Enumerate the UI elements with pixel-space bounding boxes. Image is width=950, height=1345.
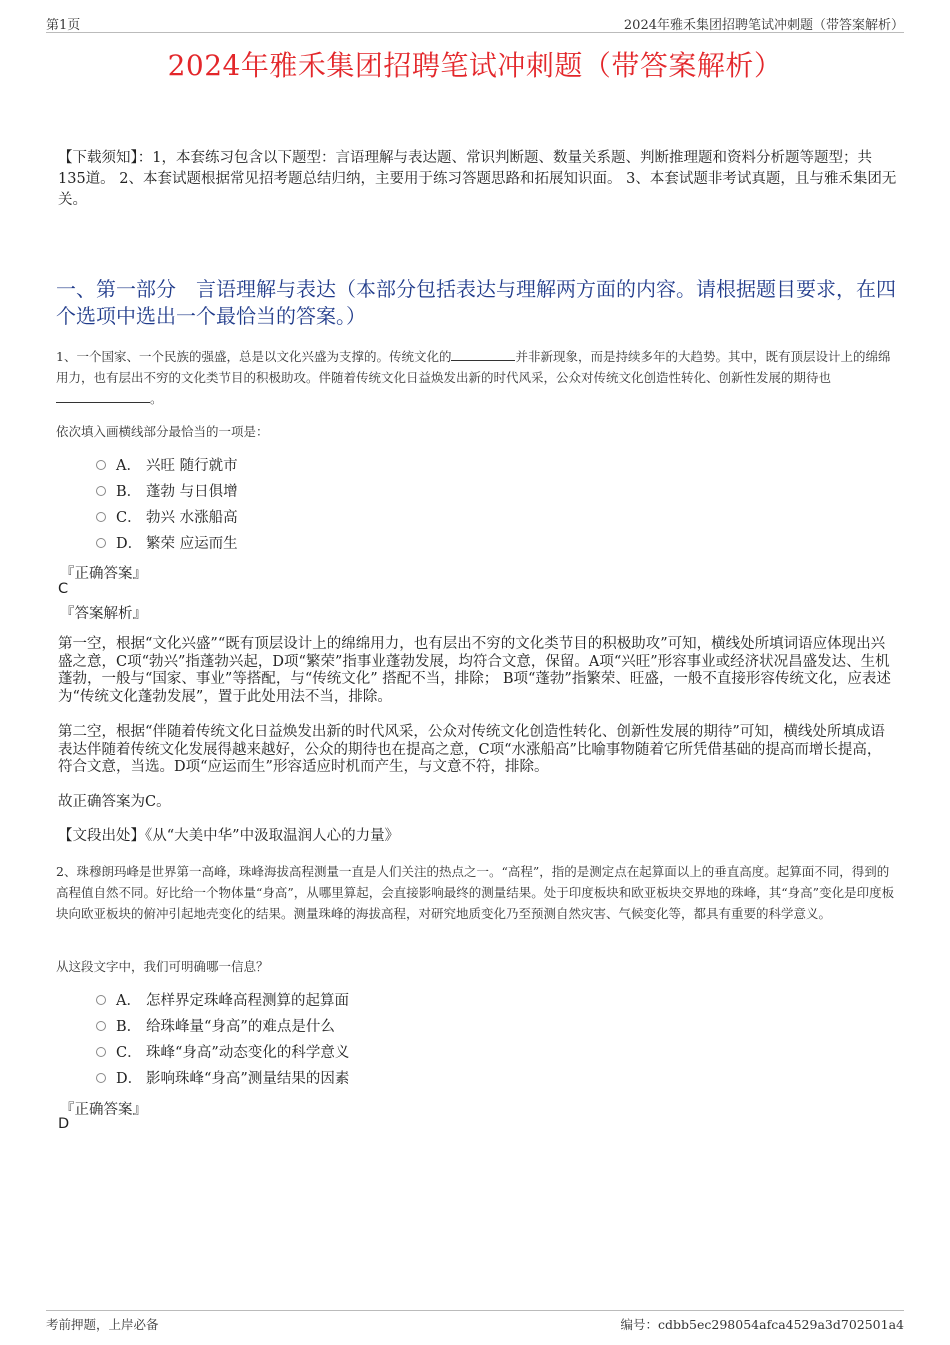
header-doc-title: 2024年雅禾集团招聘笔试冲刺题（带答案解析） (623, 18, 904, 33)
question-1-prompt: 依次填入画横线部分最恰当的一项是： (56, 424, 269, 439)
page-footer (46, 1310, 904, 1333)
radio-icon[interactable] (96, 512, 106, 522)
q1-analysis-2: 第二空，根据“伴随着传统文化日益焕发出新的时代风采，公众对传统文化创造性转化、创新性发展的期待”可知，横线处所填成语表达伴随着传统文化发展得越来越好，公众的期待也在提高之意，C项“水涨船高”比喻事物随着它所凭借基础的提高而增长提高，符合文意，当选。D项“应运而生”形容适应时机而产生，与文意不符，排除。 (58, 724, 885, 775)
document-title: 2024年雅禾集团招聘笔试冲刺题（带答案解析） (167, 49, 783, 82)
radio-icon[interactable] (96, 1047, 106, 1057)
radio-icon[interactable] (96, 1073, 106, 1083)
q2-option-a[interactable]: A． 怎样界定珠峰高程测算的起算面 (96, 991, 349, 1011)
q2-option-d[interactable]: D． 影响珠峰“身高”测量结果的因素 (96, 1069, 349, 1089)
fill-blank-1 (451, 347, 515, 361)
q1-analysis-1: 第一空，根据“文化兴盛”“既有顶层设计上的绵绵用力，也有层出不穷的文化类节目的积极助攻”可知，横线处所填词语应体现出兴盛之意，C项“勃兴”指蓬勃兴起，D项“繁荣”指事业蓬勃发展，均符合文意，保留。A项“兴旺”形容事业或经济状况昌盛发达、生机蓬勃，一般与“国家、事业”等搭配，与“传统文化” 搭配不当，排除； B项“蓬勃”指繁荣、旺盛，一般不直接形容传统文化，应表述为“传统文化蓬勃发展”，置于此处用法不当，排除。 (58, 636, 891, 705)
q1-option-a[interactable]: A． 兴旺 随行就市 (96, 456, 238, 476)
q2-answer: D (58, 1116, 70, 1132)
radio-icon[interactable] (96, 995, 106, 1005)
page-header (46, 14, 904, 33)
q1-option-d[interactable]: D． 繁荣 应运而生 (96, 534, 238, 554)
question-1-text-a: 1、一个国家、一个民族的强盛，总是以文化兴盛为支撑的。传统文化的 (56, 349, 452, 364)
q2-answer-label: 『正确答案』 (60, 1102, 147, 1118)
footer-slogan: 考前押题，上岸必备 (46, 1317, 159, 1332)
question-1-text-b: 并非新现象，而是持续多年的大趋势。其中，既有顶层设计上的绵绵用力，也有层出不穷的文化类节目的积极助攻。伴随着传统文化日益焕发出新的时代风采，公众对传统文化创造性转化、创新性发展的期待也 (56, 349, 891, 385)
question-2-prompt: 从这段文字中，我们可明确哪一信息？ (56, 959, 269, 974)
section-heading: 一、第一部分 言语理解与表达（本部分包括表达与理解两方面的内容。请根据题目要求，在四个选项中选出一个最恰当的答案。） (56, 277, 896, 328)
radio-icon[interactable] (96, 486, 106, 496)
radio-icon[interactable] (96, 460, 106, 470)
q1-answer: C (58, 581, 69, 597)
q1-analysis-label: 『答案解析』 (60, 606, 147, 622)
radio-icon[interactable] (96, 538, 106, 548)
fill-blank-2 (56, 389, 150, 403)
question-1-text (56, 346, 896, 409)
page-number: 第1页 (46, 18, 81, 33)
radio-icon[interactable] (96, 1021, 106, 1031)
q1-source: 【文段出处】《从“大美中华”中汲取温润人心的力量》 (58, 828, 400, 844)
q1-answer-label: 『正确答案』 (60, 566, 147, 582)
q1-conclusion: 故正确答案为C。 (58, 794, 171, 810)
footer-code: 编号：cdbb5ec298054afca4529a3d702501a4 (620, 1317, 904, 1332)
q1-option-b[interactable]: B． 蓬勃 与日俱增 (96, 482, 238, 502)
q1-option-c[interactable]: C． 勃兴 水涨船高 (96, 508, 238, 528)
download-notice: 【下载须知】：1，本套练习包含以下题型：言语理解与表达题、常识判断题、数量关系题、判断推理题和资料分析题等题型；共135道。 2、本套试题根据常见招考题总结归纳，主要用于练习答题思路和拓展知识面。 3、本套试题非考试真题，且与雅禾集团无关。 (58, 150, 897, 208)
question-1-text-c: 。 (150, 391, 163, 406)
q2-option-b[interactable]: B． 给珠峰量“身高”的难点是什么 (96, 1017, 335, 1037)
question-2-text: 2、珠穆朗玛峰是世界第一高峰，珠峰海拔高程测量一直是人们关注的热点之一。“高程”，指的是测定点在起算面以上的垂直高度。起算面不同，得到的高程值自然不同。好比给一个物体量“身高”，从哪里算起，会直接影响最终的测量结果。处于印度板块和欧亚板块交界地的珠峰，其“身高”变化是印度板块向欧亚板块的俯冲引起地壳变化的结果。测量珠峰的海拔高程，对研究地质变化乃至预测自然灾害、气候变化等，都具有重要的科学意义。 (56, 864, 895, 921)
q2-option-c[interactable]: C． 珠峰“身高”动态变化的科学意义 (96, 1043, 349, 1063)
